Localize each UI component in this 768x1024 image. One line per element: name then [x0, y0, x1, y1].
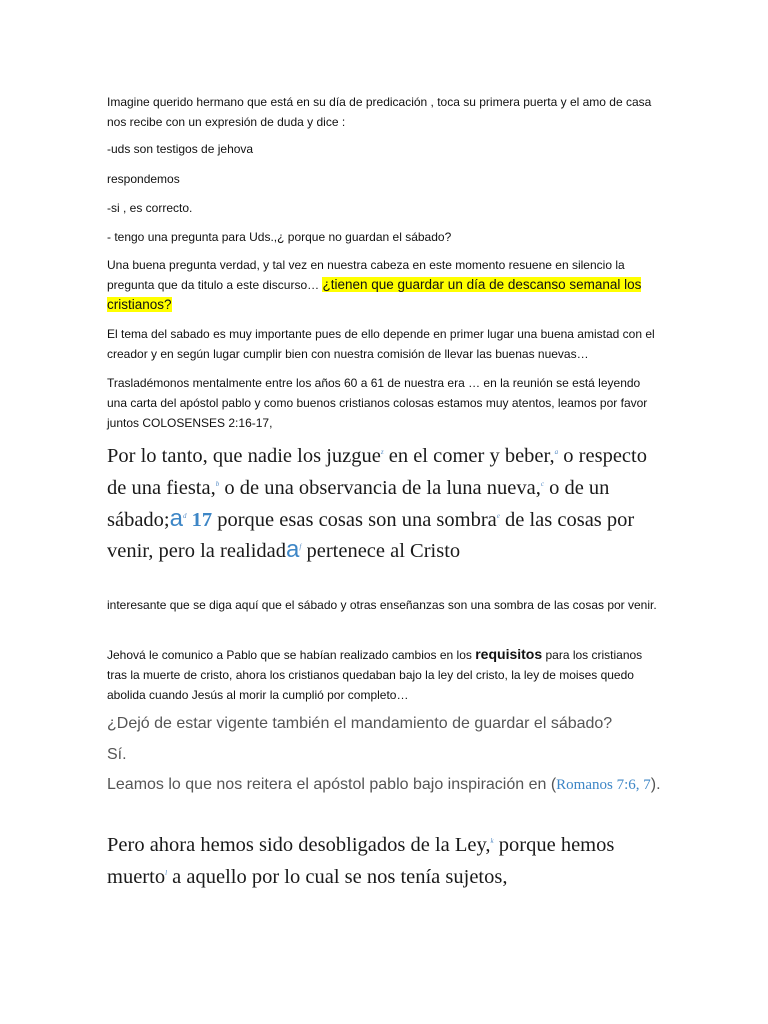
paragraph-dialog-2: respondemos — [107, 172, 180, 186]
highlighted-question: ¿tienen que guardar un día de descanso semanal los cristianos? — [107, 277, 642, 312]
verse-text: Pero ahora hemos sido desobligados de la Ley, — [107, 833, 491, 856]
scripture-romans — [107, 827, 663, 891]
paragraph-dialog-3: -si , es correcto. — [107, 201, 193, 215]
footnote-marker[interactable]: d — [182, 511, 187, 520]
footnote-marker[interactable]: e — [496, 511, 500, 520]
footnote-marker[interactable]: b — [215, 479, 220, 488]
verse-text: o respecto de una fiesta, — [107, 444, 647, 499]
footnote-marker[interactable]: z — [380, 448, 384, 456]
footnote-marker[interactable]: l — [165, 868, 168, 877]
question-text: Una buena pregunta verdad, y tal vez en nuestra cabeza en este momento resuene en silencio la pregunta que da titulo a este discurso… — [107, 258, 625, 292]
romans-lead-in — [107, 773, 663, 797]
verse-text: porque hemos muerto — [107, 833, 615, 888]
verse-number: 17 — [191, 508, 213, 531]
paragraph-intro: Imagine querido hermano que está en su día de predicación , toca su primera puerta y el amo de casa nos recibe con un expresión de duda y dice : — [107, 95, 652, 129]
verse-text: o de un sábado; — [107, 476, 610, 531]
verse-text: en el comer y beber, — [383, 444, 555, 467]
verse-text: de las cosas por venir, pero la realidad — [107, 508, 635, 563]
paragraph-dialog-4: - tengo una pregunta para Uds.,¿ porque no guardan el sábado? — [107, 230, 452, 244]
verse-text: a aquello por lo cual se nos tenía sujetos, — [167, 865, 508, 888]
paragraph-dialog-1: -uds son testigos de jehova — [107, 142, 254, 156]
footnote-marker[interactable]: c — [540, 479, 544, 488]
footnote-marker[interactable]: k — [490, 837, 494, 845]
requirements-text-start: Jehová le comunico a Pablo que se habían realizado cambios en los — [107, 648, 476, 662]
lead-in-close: ). — [650, 776, 661, 793]
question-sabbath: ¿Dejó de estar vigente también el mandamiento de guardar el sábado? — [107, 715, 613, 732]
answer-yes: Sí. — [107, 746, 127, 763]
footnote-marker[interactable]: a — [554, 448, 559, 456]
verse-text: Por lo tanto, que nadie los juzgue — [107, 444, 381, 467]
paragraph-topic: El tema del sabado es muy importante pues de ello depende en primer lugar una buena amistad con el creador y en según lugar cumplir bien con nuestra comisión de llevar las buenas nuevas… — [107, 327, 655, 361]
lead-in-text: Leamos lo que nos reitera el apóstol pablo bajo inspiración en ( — [107, 776, 557, 793]
paragraph-requirements — [107, 644, 663, 705]
verse-text: porque esas cosas son una sombra — [212, 508, 497, 531]
requirements-keyword: requisitos — [475, 646, 543, 662]
paragraph-context: Trasladémonos mentalmente entre los años 60 a 61 de nuestra era … en la reunión se está leyendo una carta del apóstol pablo y como buenos cristianos colosas estamos muy atentos, leamos por favor juntos COLOSENSES 2:16-17, — [107, 376, 648, 430]
verse-text: pertenece al Cristo — [301, 540, 461, 563]
cross-reference-marker[interactable]: a — [286, 536, 300, 564]
paragraph-question — [107, 255, 663, 315]
cross-reference-marker[interactable]: a — [169, 504, 183, 532]
paragraph-shadow: interesante que se diga aquí que el sábado y otras enseñanzas son una sombra de las cosas por venir. — [107, 598, 657, 612]
requirements-text-end: para los cristianos tras la muerte de cristo, ahora los cristianos quedaban bajo la ley del cristo, la ley de moises quedo abolida cuando Jesús al morir la cumplió por completo… — [107, 648, 643, 702]
scripture-colossians — [107, 438, 663, 565]
romans-reference-link[interactable]: Romanos 7:6, 7 — [556, 777, 651, 793]
footnote-marker[interactable]: f — [299, 543, 302, 552]
verse-text: o de una observancia de la luna nueva, — [219, 476, 541, 499]
